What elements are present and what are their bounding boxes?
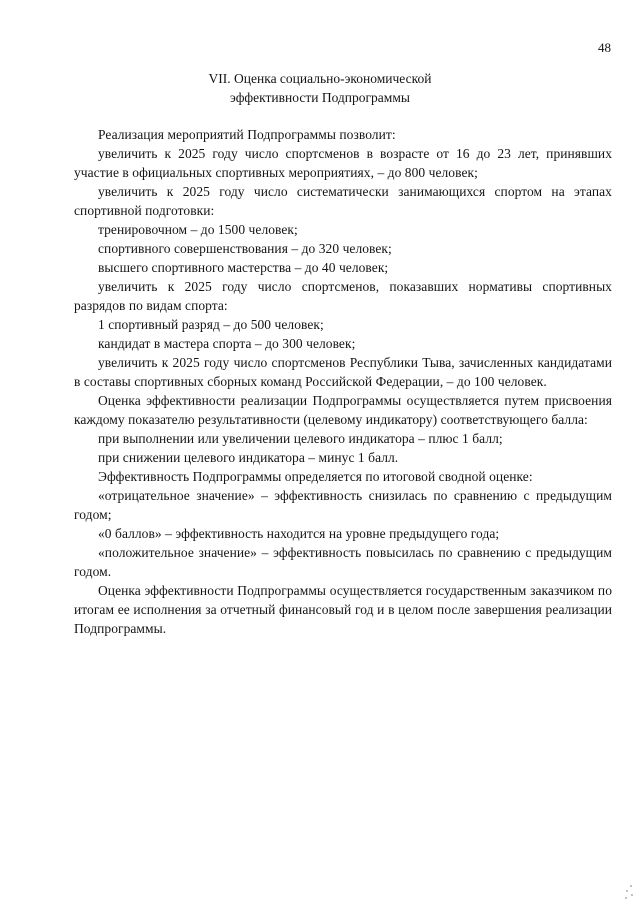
section-heading-line-2: эффективности Подпрограммы — [230, 90, 410, 105]
paragraph: кандидат в мастера спорта – до 300 человек; — [98, 336, 356, 351]
paragraph: тренировочном – до 1500 человек; — [98, 222, 298, 237]
paragraph: спортивного совершенствования – до 320 человек; — [98, 241, 392, 256]
paragraph: увеличить к 2025 году число спортсменов Республики Тыва, зачисленных кандидатами в составы спортивных сборных команд Российской Федерации, – до 100 человек. — [74, 355, 612, 389]
paragraph: «0 баллов» – эффективность находится на уровне предыдущего года; — [98, 526, 500, 541]
scan-speckle-mark — [624, 885, 634, 899]
paragraph: увеличить к 2025 году число систематически занимающихся спортом на этапах спортивной подготовки: — [74, 184, 612, 218]
paragraph: Эффективность Подпрограммы определяется по итоговой сводной оценке: — [98, 469, 533, 484]
paragraph: высшего спортивного мастерства – до 40 человек; — [98, 260, 389, 275]
paragraph: Реализация мероприятий Подпрограммы позволит: — [98, 127, 396, 142]
paragraph: при снижении целевого индикатора – минус 1 балл. — [98, 450, 399, 465]
document-body — [74, 125, 612, 638]
paragraph: увеличить к 2025 году число спортсменов в возрасте от 16 до 23 лет, принявших участие в официальных спортивных мероприятиях, – до 800 человек; — [74, 146, 612, 180]
paragraph: при выполнении или увеличении целевого индикатора – плюс 1 балл; — [98, 431, 503, 446]
section-heading-line-1: VII. Оценка социально-экономической — [208, 71, 432, 86]
paragraph: «положительное значение» – эффективность повысилась по сравнению с предыдущим годом. — [74, 545, 612, 579]
section-heading — [0, 69, 640, 107]
paragraph: «отрицательное значение» – эффективность снизилась по сравнению с предыдущим годом; — [74, 488, 612, 522]
paragraph: Оценка эффективности Подпрограммы осуществляется государственным заказчиком по итогам ее исполнения за отчетный финансовый год и в целом после завершения реализации Подпрограммы. — [74, 583, 612, 636]
paragraph: Оценка эффективности реализации Подпрограммы осуществляется путем присвоения каждому показателю результативности (целевому индикатору) соответствующего балла: — [74, 393, 612, 427]
paragraph: 1 спортивный разряд – до 500 человек; — [98, 317, 324, 332]
page-number: 48 — [598, 40, 611, 55]
paragraph: увеличить к 2025 году число спортсменов, показавших нормативы спортивных разрядов по видам спорта: — [74, 279, 612, 313]
